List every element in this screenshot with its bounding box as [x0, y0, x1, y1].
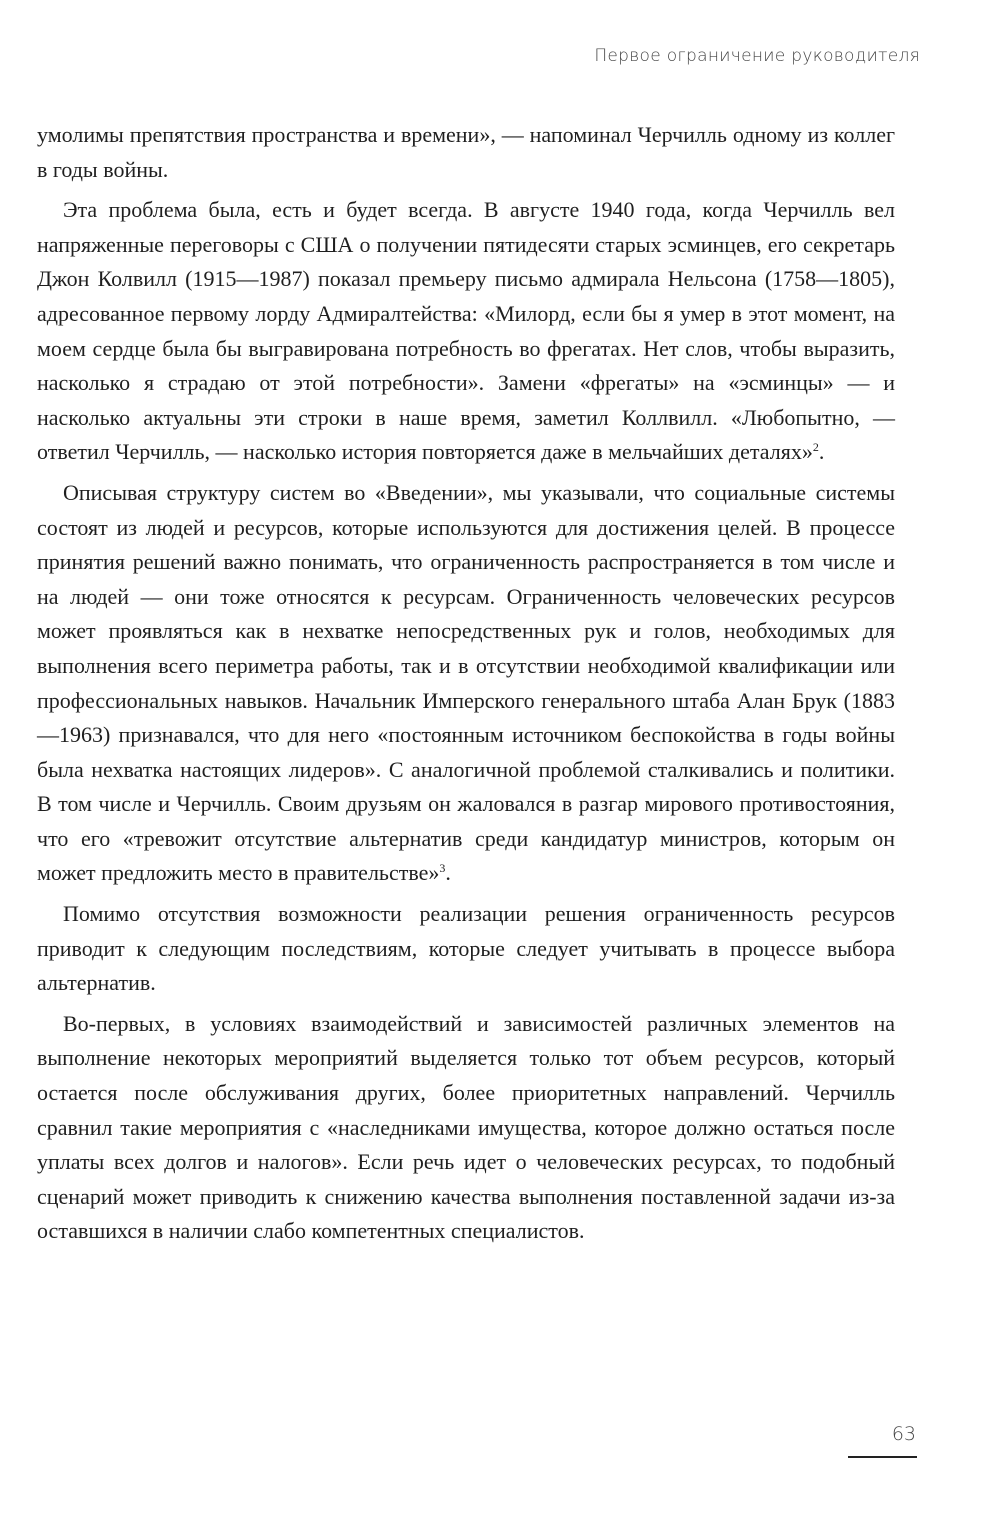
- paragraph-2-text: Эта проблема была, есть и будет всегда. В августе 1940 года, когда Черчилль вел напряженные переговоры с США о получении пятидесяти старых эсминцев, его секретарь Джон Колвилл (1915—1987) показал премьеру письмо адмирала Нельсона (1758—1805), адресованное первому лорду Адмиралтейства: «Милорд, если бы я умер в этот момент, на моем сердце была бы выгравирована потребность во фрегатах. Нет слов, чтобы выразить, насколько я страдаю от этой потребности». Замени «фрегаты» на «эсминцы» — и насколько актуальны эти строки в наше время, заметил Коллвилл. «Любопытно, — ответил Черчилль, — насколько история повторяется даже в мельчайших деталях»: [37, 197, 895, 465]
- paragraph-3-text: Описывая структуру систем во «Введении», мы указывали, что социальные системы состоят из людей и ресурсов, которые используются для достижения целей. В процессе принятия решений важно понимать, что ограниченность распространяется в том числе и на людей — они тоже относятся к ресурсам. Ограниченность человеческих ресурсов может проявляться как в нехватке непосредственных рук и голов, необходимых для выполнения всего периметра работы, так и в отсутствии необходимой квалификации или профессиональных навыков. Начальник Имперского генерального штаба Алан Брук (1883—1963) признавался, что для него «постоянным источником беспокойства в годы войны была нехватка настоящих лидеров». С аналогичной проблемой сталкивались и политики. В том числе и Черчилль. Своим друзьям он жаловался в разгар мирового противостояния, что его «тревожит отсутствие альтернатив среди кандидатур министров, которым он может предложить место в правительстве»: [37, 479, 895, 886]
- page-number: 63: [891, 1423, 916, 1445]
- page-body: [37, 118, 895, 1255]
- paragraph-5: Во-первых, в условиях взаимодействий и зависимостей различных элементов на выполнение некоторых мероприятий выделяется только тот объем ресурсов, который остается после обслуживания других, более приоритетных направлений. Черчилль сравнил такие мероприятия с «наследниками имущества, которое должно остаться после уплаты всех долгов и налогов». Если речь идет о человеческих ресурсах, то подобный сценарий может приводить к снижению качества выполнения поставленной задачи из-за оставшихся в наличии слабо компетентных специалистов.: [37, 1010, 895, 1244]
- paragraph-1: умолимы препятствия пространства и времени», — напоминал Черчилль одному из коллег в годы войны.: [37, 122, 895, 182]
- paragraph-2: [37, 193, 895, 470]
- paragraph-3: [37, 476, 895, 891]
- paragraph-4: Помимо отсутствия возможности реализации решения ограниченность ресурсов приводит к следующим последствиям, которые следует учитывать в процессе выбора альтернатив.: [37, 901, 895, 996]
- page-number-rule: [848, 1456, 917, 1458]
- footnote-ref-2: 2: [812, 440, 819, 455]
- paragraph-2-tail: .: [818, 439, 825, 465]
- paragraph-3-tail: .: [445, 860, 451, 886]
- running-head: Первое ограничение руководителя: [594, 46, 920, 66]
- footnote-ref-3: 3: [439, 861, 446, 876]
